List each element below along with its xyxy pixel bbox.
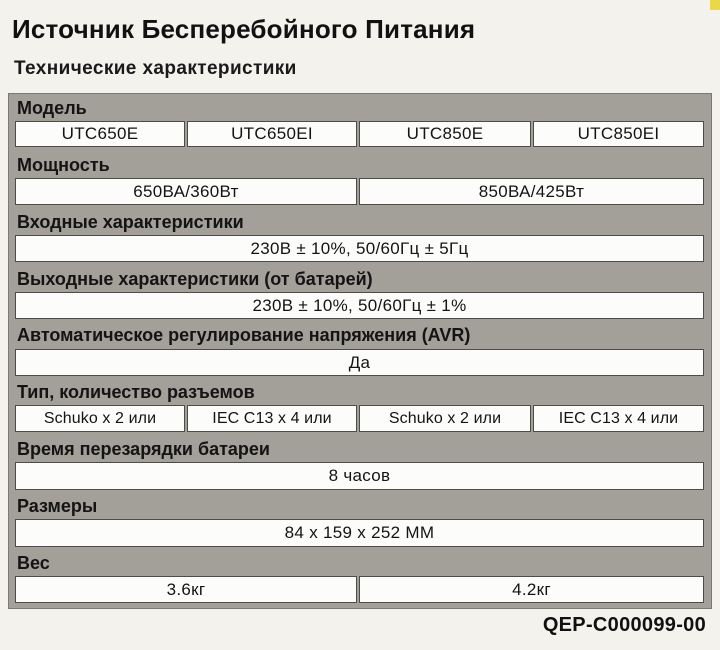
power-value-850: 850ВА/425Вт bbox=[359, 178, 704, 205]
product-code: QEP-C000099-00 bbox=[542, 614, 706, 636]
avr-label: Автоматическое регулирование напряжения (AVR) bbox=[17, 325, 471, 345]
output-value: 230В ± 10%, 50/60Гц ± 1% bbox=[15, 292, 704, 319]
weight-value-850: 4.2кг bbox=[359, 576, 704, 603]
weight-label: Вес bbox=[17, 553, 50, 573]
model-value-utc850ei: UTC850EI bbox=[533, 121, 704, 147]
dimensions-label: Размеры bbox=[17, 496, 98, 516]
yellow-corner-mark bbox=[710, 0, 720, 10]
power-label: Мощность bbox=[17, 155, 110, 175]
recharge-label: Время перезарядки батареи bbox=[17, 439, 270, 459]
output-label: Выходные характеристики (от батарей) bbox=[17, 269, 373, 289]
sockets-label: Тип, количество разъемов bbox=[17, 382, 255, 402]
sockets-value-3: Schuko x 2 или bbox=[359, 405, 531, 432]
input-label: Входные характеристики bbox=[17, 212, 244, 232]
recharge-value: 8 часов bbox=[15, 462, 704, 490]
input-value: 230В ± 10%, 50/60Гц ± 5Гц bbox=[15, 235, 704, 262]
page-subtitle: Технические характеристики bbox=[14, 58, 297, 79]
spec-table bbox=[8, 93, 712, 609]
sockets-value-4: IEC C13 x 4 или bbox=[533, 405, 704, 432]
model-value-utc650ei: UTC650EI bbox=[187, 121, 357, 147]
model-value-utc850e: UTC850E bbox=[359, 121, 531, 147]
model-value-utc650e: UTC650E bbox=[15, 121, 185, 147]
power-value-650: 650ВА/360Вт bbox=[15, 178, 357, 205]
model-label: Модель bbox=[17, 98, 87, 118]
dimensions-value: 84 x 159 x 252 ММ bbox=[15, 519, 704, 547]
sockets-value-2: IEC C13 x 4 или bbox=[187, 405, 357, 432]
page-title: Источник Бесперебойного Питания bbox=[12, 14, 476, 44]
weight-value-650: 3.6кг bbox=[15, 576, 357, 603]
avr-value: Да bbox=[15, 349, 704, 376]
sockets-value-1: Schuko x 2 или bbox=[15, 405, 185, 432]
